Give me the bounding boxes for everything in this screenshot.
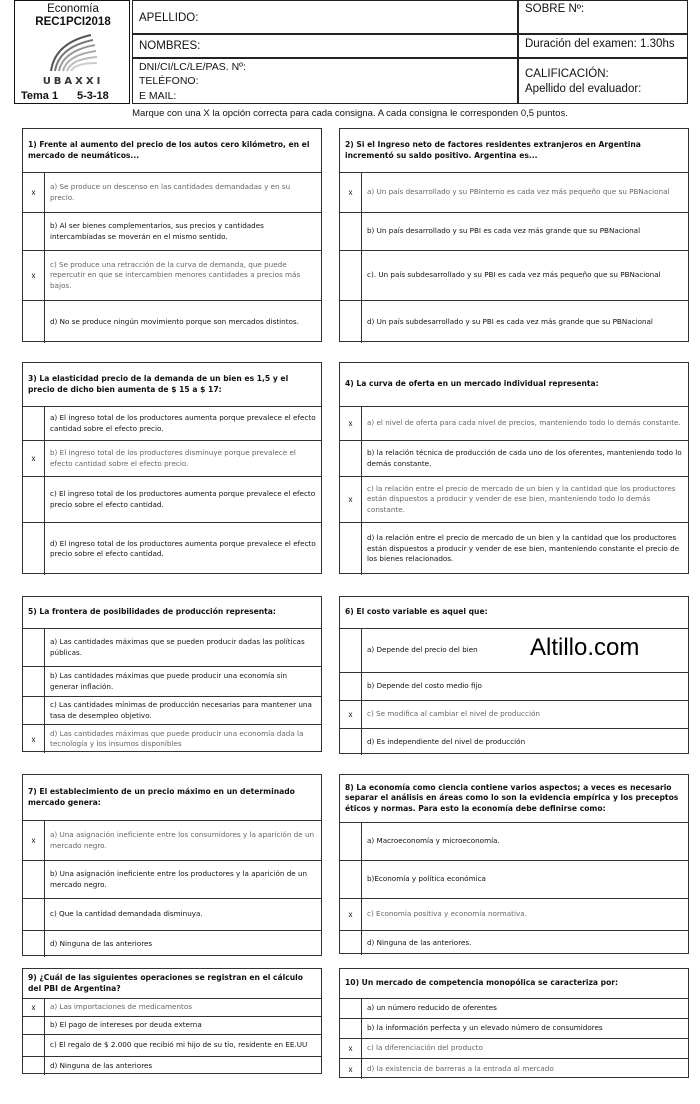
answer-checkbox[interactable]: [340, 629, 362, 672]
option-text: a) el nivel de oferta para cada nivel de precios, manteniendo todo lo demás constante.: [367, 418, 681, 428]
answer-checkbox[interactable]: [23, 931, 45, 957]
answer-checkbox[interactable]: x: [340, 1059, 362, 1079]
answer-checkbox[interactable]: x: [23, 441, 45, 476]
answer-checkbox[interactable]: x: [23, 251, 45, 300]
question-title: 5) La frontera de posibilidades de producción representa:: [23, 597, 321, 629]
question-1: [22, 128, 322, 342]
question-title: 9) ¿Cuál de las siguientes operaciones se registran en el cálculo del PBI de Argentina?: [23, 969, 321, 999]
answer-checkbox[interactable]: [23, 301, 45, 343]
option-text: d) Es independiente del nivel de producción: [367, 736, 526, 746]
option-row[interactable]: [23, 821, 321, 861]
answer-checkbox[interactable]: [340, 861, 362, 898]
option-row[interactable]: [23, 667, 321, 697]
option-row[interactable]: [340, 729, 688, 755]
option-text: b) El ingreso total de los productores disminuye porque prevalece el efecto cantidad sobre el efecto precio.: [50, 448, 296, 468]
answer-checkbox[interactable]: [340, 251, 362, 300]
option-text: b) Una asignación ineficiente entre los productores y la aparición de un mercado negro.: [50, 869, 308, 889]
question-title: 1) Frente al aumento del precio de los autos cero kilómetro, en el mercado de neumáticos...: [23, 129, 321, 173]
option-text: d) Las cantidades máximas que puede producir una economía dada la tecnología y los insumos disponibles: [50, 728, 304, 748]
option-text: c) Economía positiva y economía normativa.: [367, 909, 527, 919]
option-row[interactable]: [340, 1019, 688, 1039]
question-title: 8) La economía como ciencia contiene varios aspectos; a veces es necesario separar el análisis en áreas como lo son la evidencia empírica y los preceptos éticos y normas. Para esto la economía debe definirse como:: [340, 775, 688, 823]
answer-checkbox[interactable]: x: [23, 725, 45, 753]
option-text: c). Un país subdesarrollado y su PBI es cada vez más pequeño que su PBNacional: [367, 270, 661, 280]
answer-checkbox[interactable]: [340, 441, 362, 476]
answer-checkbox[interactable]: x: [340, 407, 362, 440]
answer-checkbox[interactable]: [340, 213, 362, 250]
option-row[interactable]: [23, 697, 321, 725]
option-row[interactable]: [340, 861, 688, 899]
answer-checkbox[interactable]: [340, 523, 362, 575]
answer-checkbox[interactable]: x: [340, 173, 362, 212]
option-row[interactable]: [23, 251, 321, 301]
watermark: Altillo.com: [530, 634, 640, 661]
question-3: [22, 362, 322, 574]
option-row[interactable]: [23, 213, 321, 251]
question-title: 6) El costo variable es aquel que:: [340, 597, 688, 629]
option-text: a) un número reducido de oferentes: [367, 1003, 497, 1013]
answer-checkbox[interactable]: [340, 999, 362, 1018]
question-8: [339, 774, 689, 954]
option-text: a) Depende del precio del bien: [367, 645, 478, 655]
option-row[interactable]: [23, 725, 321, 753]
option-text: c) Que la cantidad demandada disminuya.: [50, 909, 203, 919]
sobre-field[interactable]: SOBRE Nº:: [518, 0, 688, 34]
brand-name: UBAXXI: [42, 76, 104, 87]
answer-checkbox[interactable]: [340, 931, 362, 955]
option-text: d) Ninguna de las anteriores: [50, 938, 153, 948]
question-2: [339, 128, 689, 342]
option-text: b) El pago de intereses por deuda externa: [50, 1020, 202, 1030]
question-9: [22, 968, 322, 1074]
option-row[interactable]: [23, 173, 321, 213]
option-text: a) Se produce un descenso en las cantidades demandadas y en su precio.: [50, 182, 291, 202]
question-7: [22, 774, 322, 956]
option-text: d) la existencia de barreras a la entrada al mercado: [367, 1063, 554, 1073]
option-row[interactable]: [340, 523, 688, 575]
option-row[interactable]: [340, 1039, 688, 1059]
answer-checkbox[interactable]: x: [340, 701, 362, 728]
option-row[interactable]: [340, 477, 688, 523]
contact-field[interactable]: DNI/CI/LC/LE/PAS. Nº: TELÉFONO: E MAIL:: [132, 58, 518, 104]
option-text: a) Una asignación ineficiente entre los consumidores y la aparición de un mercado negro.: [50, 830, 315, 850]
question-title: 10) Un mercado de competencia monopólica se caracteriza por:: [340, 969, 688, 999]
exam-code: REC1PCI2018: [35, 16, 111, 28]
option-text: b) Depende del costo medio fijo: [367, 681, 482, 691]
question-4: [339, 362, 689, 574]
option-row[interactable]: [340, 899, 688, 931]
option-text: a) Las cantidades máximas que se pueden producir dadas las políticas públicas.: [50, 637, 305, 657]
answer-checkbox[interactable]: [23, 629, 45, 666]
option-row[interactable]: [340, 251, 688, 301]
option-text: d) Ninguna de las anteriores.: [367, 937, 472, 947]
question-5: [22, 596, 322, 752]
answer-checkbox[interactable]: [23, 523, 45, 575]
option-text: d) Ninguna de las anteriores: [50, 1060, 153, 1070]
apellido-field[interactable]: APELLIDO:: [132, 0, 518, 34]
option-row[interactable]: [23, 407, 321, 441]
option-text: d) El ingreso total de los productores aumenta porque prevalece el efecto precio sobre el efecto cantidad.: [50, 538, 316, 558]
option-text: a) Un país desarrollado y su PBInterno es cada vez más pequeño que su PBNacional: [367, 187, 670, 197]
option-row[interactable]: [23, 523, 321, 575]
question-10: [339, 968, 689, 1078]
option-row[interactable]: [340, 441, 688, 477]
answer-checkbox[interactable]: x: [23, 999, 45, 1016]
option-row[interactable]: [23, 441, 321, 477]
answer-checkbox[interactable]: [23, 667, 45, 696]
answer-checkbox[interactable]: [23, 1035, 45, 1056]
question-title: 4) La curva de oferta en un mercado individual representa:: [340, 363, 688, 407]
option-row[interactable]: [23, 1057, 321, 1075]
option-text: b) la relación técnica de producción de cada uno de los oferentes, manteniendo todo lo demás constante.: [367, 448, 682, 468]
question-6: [339, 596, 689, 754]
option-text: b) la información perfecta y un elevado número de consumidores: [367, 1023, 603, 1033]
option-text: c) El ingreso total de los productores aumenta porque prevalece el efecto precio sobre el efecto cantidad.: [50, 489, 316, 509]
option-row[interactable]: [340, 701, 688, 729]
subject-title: Economía: [47, 3, 99, 15]
answer-checkbox[interactable]: x: [340, 1039, 362, 1058]
answer-checkbox[interactable]: [23, 1057, 45, 1075]
option-row[interactable]: [340, 931, 688, 955]
option-text: a) Macroeconomía y microeconomía.: [367, 836, 500, 846]
answer-checkbox[interactable]: x: [340, 477, 362, 522]
option-text: c) El regalo de $ 2.000 que recibió mi hijo de su tío, residente en EE.UU: [50, 1040, 308, 1050]
tema-label: Tema 1: [21, 90, 59, 102]
answer-checkbox[interactable]: [23, 899, 45, 930]
option-text: c) la diferenciación del producto: [367, 1043, 483, 1053]
exam-date: 5-3-18: [77, 90, 109, 102]
option-text: b) Las cantidades máximas que puede producir una economía sin generar inflación.: [50, 671, 288, 691]
option-text: a) El ingreso total de los productores aumenta porque prevalece el efecto cantidad sobre el efecto precio.: [50, 413, 316, 433]
answer-checkbox[interactable]: x: [23, 173, 45, 212]
option-row[interactable]: [23, 1035, 321, 1057]
option-text: c) Se modifica al cambiar el nivel de producción: [367, 709, 540, 719]
option-row[interactable]: [23, 931, 321, 957]
question-title: 3) La elasticidad precio de la demanda de un bien es 1,5 y el precio de dicho bien aumenta de $ 15 a $ 17:: [23, 363, 321, 407]
option-row[interactable]: [23, 301, 321, 343]
option-row[interactable]: [23, 861, 321, 899]
option-row[interactable]: [340, 673, 688, 701]
answer-checkbox[interactable]: [340, 673, 362, 700]
answer-checkbox[interactable]: [340, 823, 362, 860]
option-row[interactable]: [340, 407, 688, 441]
question-title: 2) Si el Ingreso neto de factores residentes extranjeros en Argentina incrementó su saldo positivo. Argentina es...: [340, 129, 688, 173]
answer-checkbox[interactable]: [23, 861, 45, 898]
option-text: d) No se produce ningún movimiento porque son mercados distintos.: [50, 316, 299, 326]
duracion-cell: Duración del examen: 1.30hs: [518, 34, 688, 58]
option-row[interactable]: [340, 823, 688, 861]
option-row[interactable]: [23, 477, 321, 523]
answer-checkbox[interactable]: [23, 477, 45, 522]
answer-checkbox[interactable]: [23, 1017, 45, 1034]
option-text: b) Un país desarrollado y su PBI es cada vez más grande que su PBNacional: [367, 226, 641, 236]
option-text: c) Se produce una retracción de la curva de demanda, que puede repercutir en que se intercambien menores cantidades a precios más bajos.: [50, 259, 301, 290]
option-text: c) la relación entre el precio de mercado de un bien y la cantidad que los productores están dispuestos a producir y vender de ese bien, manteniendo todo lo demás constante.: [367, 483, 676, 514]
header-logo-box: [14, 0, 130, 104]
answer-checkbox[interactable]: x: [23, 821, 45, 860]
option-text: b)Economía y política económica: [367, 874, 486, 884]
option-row[interactable]: [23, 999, 321, 1017]
option-row[interactable]: [23, 629, 321, 667]
answer-checkbox[interactable]: x: [340, 899, 362, 930]
option-text: d) Un país subdesarrollado y su PBI es cada vez más grande que su PBNacional: [367, 316, 653, 326]
answer-checkbox[interactable]: [23, 407, 45, 440]
option-row[interactable]: [340, 213, 688, 251]
option-row[interactable]: [340, 301, 688, 343]
option-text: c) Las cantidades mínimas de producción necesarias para mantener una tasa de desempleo objetivo.: [50, 700, 312, 720]
option-row[interactable]: [340, 1059, 688, 1079]
calificacion-cell: CALIFICACIÓN: Apellido del evaluador:: [518, 58, 688, 104]
answer-checkbox[interactable]: [23, 213, 45, 250]
answer-checkbox[interactable]: [340, 729, 362, 755]
option-row[interactable]: [340, 999, 688, 1019]
ubaxxi-logo-icon: [47, 31, 99, 75]
nombres-field[interactable]: NOMBRES:: [132, 34, 518, 58]
answer-checkbox[interactable]: [23, 697, 45, 724]
option-row[interactable]: [340, 173, 688, 213]
option-row[interactable]: [23, 1017, 321, 1035]
instructions: Marque con una X la opción correcta para cada consigna. A cada consigna le corresponden 0,5 puntos.: [132, 108, 568, 119]
option-text: b) Al ser bienes complementarios, sus precios y cantidades intercambiadas se moverán en el mismo sentido.: [50, 221, 264, 241]
option-row[interactable]: [23, 899, 321, 931]
question-title: 7) El establecimiento de un precio máximo en un determinado mercado genera:: [23, 775, 321, 821]
option-text: d) la relación entre el precio de mercado de un bien y la cantidad que los productores están dispuestos a producir y vender de ese bien, manteniendo constante el precio de los bienes relacionados.: [367, 533, 680, 564]
answer-checkbox[interactable]: [340, 1019, 362, 1038]
option-text: a) Las importaciones de medicamentos: [50, 1002, 192, 1012]
answer-checkbox[interactable]: [340, 301, 362, 343]
